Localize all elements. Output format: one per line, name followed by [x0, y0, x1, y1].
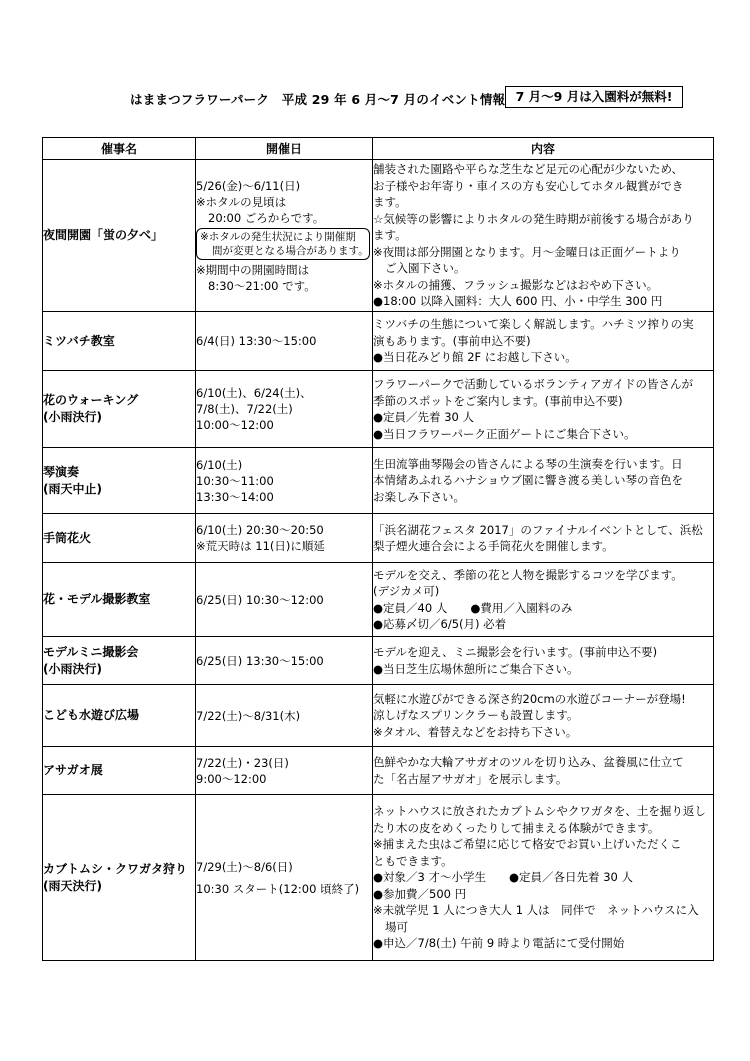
event-date-line: 10:00～12:00 — [196, 418, 274, 432]
content-line: 本情緒あふれるハナショウブ園に響き渡る美しい琴の音色を — [373, 473, 684, 488]
event-date-cell — [196, 371, 373, 448]
content-line: ●18:00 以降入園料：大人 600 円、小・中学生 300 円 — [373, 294, 663, 309]
content-line: ミツバチの生態について楽しく解説します。ハチミツ搾りの実 — [373, 317, 694, 332]
content-line: 涼しげなスプリンクラーも設置します。 — [373, 708, 579, 723]
event-name: 手筒花火 — [43, 530, 92, 545]
event-content-cell — [373, 747, 714, 795]
event-date-line: 6/10(土)、6/24(土)、 — [196, 386, 312, 400]
column-header-content: 内容 — [373, 138, 714, 160]
event-date-line: 20:00 ごろからです。 — [208, 210, 325, 225]
event-name: 花・モデル撮影教室 — [43, 592, 151, 606]
event-date-line: 9:00～12:00 — [196, 771, 267, 786]
table-row — [43, 448, 714, 514]
event-date-line: ※ホタルの見頃は — [196, 194, 287, 209]
content-line: 場可 — [385, 919, 408, 934]
event-name-note: (雨天中止) — [43, 481, 102, 496]
event-name-cell — [43, 448, 196, 514]
event-name: モデルミニ撮影会 — [43, 644, 139, 659]
event-date-line: 6/25(日) 13:30～15:00 — [196, 653, 324, 668]
event-name-cell — [43, 312, 196, 371]
content-line: 演もあります。(事前申込不要) — [373, 333, 531, 348]
content-line: お子様やお年寄り・車イスの方も安心してホタル観賞ができ — [373, 178, 684, 193]
event-date-cell — [196, 685, 373, 747]
event-content-cell — [373, 371, 714, 448]
content-line: モデルを交え、季節の花と人物を撮影するコツを学びます。 — [373, 567, 683, 582]
event-name-note: (小雨決行) — [43, 410, 102, 424]
event-name-cell — [43, 563, 196, 637]
content-line: ます。 — [373, 195, 407, 210]
event-date-line: ※期間中の開園時間は — [196, 262, 310, 277]
table-row — [43, 747, 714, 795]
content-line: ●対象／3 才～小学生 ●定員／各日先着 30 人 — [373, 870, 633, 885]
table-row — [43, 160, 714, 312]
header — [0, 86, 750, 110]
event-date-line: 6/4(日) 13:30～15:00 — [196, 334, 317, 348]
content-line: ます。 — [373, 228, 407, 243]
event-date-line: 6/10(土) 20:30～20:50 — [196, 523, 324, 537]
event-date-line: 7/22(土)・23(日) — [196, 755, 289, 770]
table-row — [43, 685, 714, 747]
content-line: ●当日芝生広場休憩所にご集合下さい。 — [373, 661, 579, 676]
content-line: 生田流箏曲琴陽会の皆さんによる琴の生演奏を行います。日 — [373, 456, 683, 471]
table-row — [43, 795, 714, 961]
event-name-cell — [43, 685, 196, 747]
event-content-cell — [373, 160, 714, 312]
event-content-cell — [373, 795, 714, 961]
event-date-line: 7/29(土)～8/6(日) — [196, 859, 293, 874]
content-line: ●定員／40 人 ●費用／入園料のみ — [373, 600, 573, 615]
event-name-cell — [43, 637, 196, 685]
event-name: 花のウォーキング — [43, 393, 139, 407]
event-name: カブトムシ・クワガタ狩り — [43, 861, 188, 876]
free-admission-badge: 7 月～9 月は入園料が無料! — [505, 86, 683, 108]
event-name: アサガオ展 — [43, 763, 103, 777]
table-row — [43, 371, 714, 448]
content-line: ●申込／7/8(土) 午前 9 時より電話にて受付開始 — [373, 936, 625, 951]
event-date-cell — [196, 312, 373, 371]
event-date-line: 6/25(日) 10:30～12:00 — [196, 592, 324, 607]
page-title: はままつフラワーパーク 平成 29 年 6 月～7 月のイベント情報 — [130, 92, 506, 107]
event-content-cell — [373, 637, 714, 685]
event-name-cell — [43, 514, 196, 563]
table-row — [43, 514, 714, 563]
event-name-cell — [43, 795, 196, 961]
event-date-line: 8:30～21:00 です。 — [208, 278, 316, 293]
event-date-cell — [196, 563, 373, 637]
event-date-cell — [196, 448, 373, 514]
event-table — [42, 137, 714, 961]
event-content-cell — [373, 448, 714, 514]
event-content-cell — [373, 685, 714, 747]
event-date-line: ※荒天時は 11(日)に順延 — [196, 539, 325, 553]
event-date-line: 7/8(土)、7/22(土) — [196, 402, 293, 416]
content-line: ※未就学児 1 人につき大人 1 人は 同伴で ネットハウスに入 — [373, 903, 699, 918]
content-line: ●定員／先着 30 人 — [373, 410, 474, 424]
date-note-line: 間が変更となる場合があります。 — [212, 244, 369, 257]
content-line: モデルを迎え、ミニ撮影会を行います。(事前申込不要) — [373, 645, 658, 659]
event-date-line: 7/22(土)～8/31(木) — [196, 708, 301, 723]
event-content-cell — [373, 514, 714, 563]
content-line: お楽しみ下さい。 — [373, 489, 465, 504]
content-line: (デジカメ可) — [373, 584, 440, 598]
event-date-line: 5/26(金)～6/11(日) — [196, 178, 301, 193]
content-line: ●当日フラワーパーク正面ゲートにご集合下さい。 — [373, 426, 636, 441]
event-name: こども水遊び広場 — [43, 708, 140, 722]
content-line: 梨子煙火連合会による手筒花火を開催します。 — [373, 539, 614, 553]
event-date-cell — [196, 514, 373, 563]
table-header-row — [43, 138, 714, 160]
content-line: た「名古屋アサガオ」を展示します。 — [373, 771, 568, 786]
event-date-cell — [196, 747, 373, 795]
table-row — [43, 312, 714, 371]
event-name-note: (小雨決行) — [43, 661, 102, 676]
content-line: ネットハウスに放されたカブトムシやクワガタを、土を掘り返し — [373, 804, 706, 819]
event-name: 琴演奏 — [43, 464, 80, 479]
event-date-line: 6/10(土) — [196, 457, 243, 472]
content-line: ともできます。 — [373, 853, 453, 868]
event-date-line: 10:30～11:00 — [196, 473, 274, 488]
content-line: 色鮮やかな大輪アサガオのツルを切り込み、盆養風に仕立て — [373, 755, 684, 769]
event-date-cell — [196, 160, 373, 312]
content-line: ●参加費／500 円 — [373, 886, 467, 901]
column-header-date: 開催日 — [196, 138, 373, 160]
content-line: たり木の皮をめくったりして捕まえる体験ができます。 — [373, 820, 660, 835]
event-date-cell — [196, 795, 373, 961]
event-date-line: 13:30～14:00 — [196, 489, 274, 504]
event-name-cell — [43, 747, 196, 795]
event-date-line: 10:30 スタート(12:00 頃終了) — [196, 881, 360, 896]
content-line: ☆気候等の影響によりホタルの発生時期が前後する場合があり — [373, 211, 694, 226]
content-line: ※ホタルの捕獲、フラッシュ撮影などはおやめ下さい。 — [373, 277, 659, 292]
content-line: ●応募〆切／6/5(月) 必着 — [373, 617, 507, 631]
column-header-event-name: 催事名 — [43, 138, 196, 160]
content-line: ※捕まえた虫はご希望に応じて格安でお買い上げいただくこ — [373, 837, 682, 852]
event-content-cell — [373, 312, 714, 371]
content-line: 舗装された園路や平らな芝生など足元の心配が少ないため、 — [373, 162, 684, 177]
content-line: 「浜名湖花フェスタ 2017」のファイナルイベントとして、浜松 — [373, 522, 703, 537]
event-name: 夜間開園「蛍の夕べ」 — [43, 228, 164, 242]
date-note-box — [196, 228, 370, 260]
content-line: 気軽に水遊びができる深さ約20cmの水遊びコーナーが登場! — [373, 691, 686, 706]
table-row — [43, 563, 714, 637]
content-line: ●当日花みどり館 2F にお越し下さい。 — [373, 350, 577, 365]
content-line: ※夜間は部分開園となります。月～金曜日は正面ゲートより — [373, 244, 681, 259]
event-date-cell — [196, 637, 373, 685]
event-name-note: (雨天決行) — [43, 878, 102, 893]
event-name-cell — [43, 160, 196, 312]
date-note-line: ※ホタルの発生状況により開催期 — [200, 230, 356, 243]
content-line: 季節のスポットをご案内します。(事前申込不要) — [373, 393, 623, 408]
content-line: ※タオル、着替えなどをお持ち下さい。 — [373, 724, 578, 739]
table-row — [43, 637, 714, 685]
event-name: ミツバチ教室 — [43, 333, 115, 348]
event-content-cell — [373, 563, 714, 637]
content-line: フラワーパークで活動しているボランティアガイドの皆さんが — [373, 377, 694, 391]
content-line: ご入園下さい。 — [385, 261, 466, 276]
event-name-cell — [43, 371, 196, 448]
